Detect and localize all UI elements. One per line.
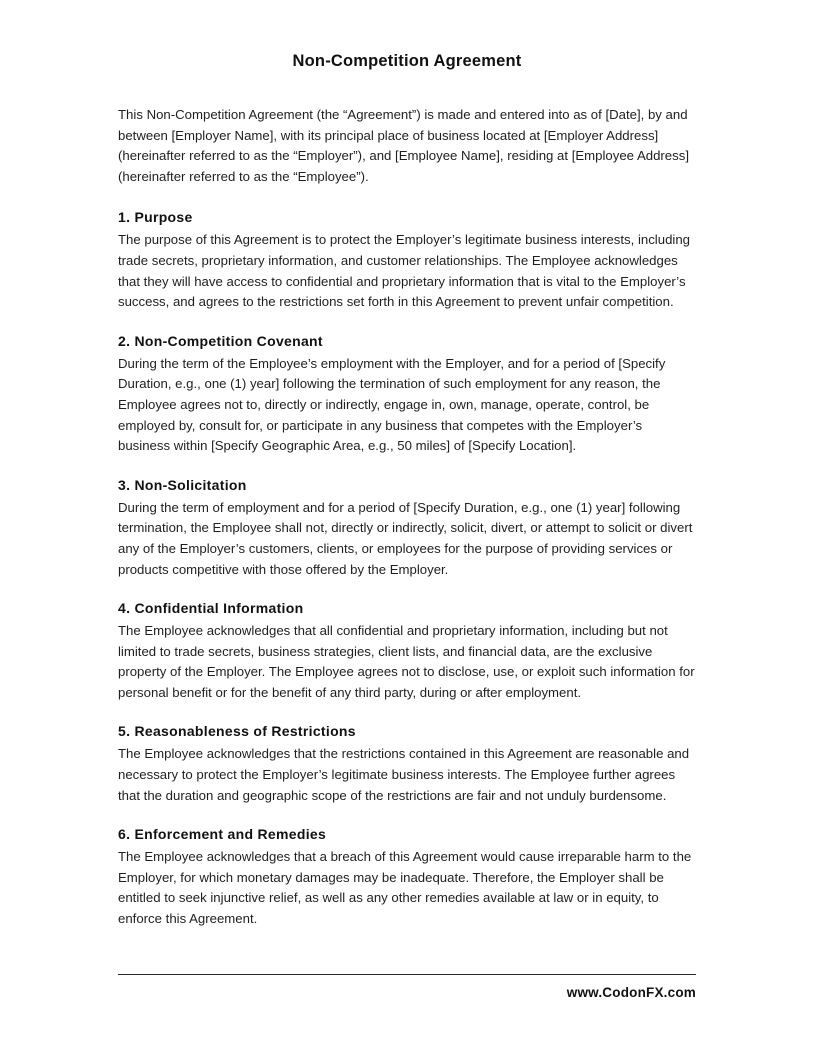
section-heading: 3. Non-Solicitation [118, 476, 247, 493]
section-body: The Employee acknowledges that a breach of this Agreement would cause irreparable harm to the Employer, for which monetary damages may be inadequate. Therefore, the Employer shall be entitled to seek injunctive relief, as well as any other remedies available at law or in equity, to enforce this Agreement. [118, 849, 692, 927]
section-enforcement-and-remedies [118, 826, 696, 929]
section-heading: 6. Enforcement and Remedies [118, 826, 327, 843]
section-heading: 4. Confidential Information [118, 600, 304, 617]
footer-divider [118, 974, 696, 975]
section-body: During the term of the Employee’s employment with the Employer, and for a period of [Specify Duration, e.g., one (1) year] following the termination of such employment for any reason, the Employee agrees not to, directly or indirectly, engage in, own, manage, operate, control, be employed by, consult for, or participate in any business that competes with the Employer’s business within [Specify Geographic Area, e.g., 50 miles] of [Specify Location]. [118, 355, 666, 454]
section-heading: 1. Purpose [118, 209, 193, 226]
section-body: The Employee acknowledges that all confidential and proprietary information, including but not limited to trade secrets, business strategies, client lists, and financial data, are the exclusive property of the Employer. The Employee agrees not to disclose, use, or exploit such information for personal benefit or for the benefit of any third party, during or after employment. [118, 623, 695, 700]
section-body: During the term of employment and for a period of [Specify Duration, e.g., one (1) year] following termination, the Employee shall not, directly or indirectly, solicit, divert, or attempt to solicit or divert any of the Employer’s customers, clients, or employees for the purpose of providing services or products competitive with those offered by the Employer. [118, 499, 693, 577]
section-confidential-information [118, 600, 696, 703]
section-reasonableness-of-restrictions [118, 723, 696, 806]
page-footer [118, 974, 696, 1000]
page-title: Non-Competition Agreement [292, 52, 522, 70]
intro-paragraph: This Non-Competition Agreement (the “Agreement”) is made and entered into as of [Date], by and between [Employer Name], with its principal place of business located at [Employer Address] (hereinafter referred to as the “Employer”), and [Employee Name], residing at [Employee Address] (hereinafter referred to as the “Employee”). [118, 107, 689, 184]
section-non-solicitation [118, 477, 696, 580]
footer-website: www.CodonFX.com [566, 985, 696, 1000]
section-heading: 5. Reasonableness of Restrictions [118, 723, 356, 740]
section-body: The Employee acknowledges that the restrictions contained in this Agreement are reasonable and necessary to protect the Employer’s legitimate business interests. The Employee further agrees that the duration and geographic scope of the restrictions are fair and not unduly burdensome. [118, 746, 690, 803]
section-purpose [118, 209, 696, 312]
section-body: The purpose of this Agreement is to protect the Employer’s legitimate business interests, including trade secrets, proprietary information, and customer relationships. The Employee acknowledges that they will have access to confidential and proprietary information that is vital to the Employer’s success, and agrees to the restrictions set forth in this Agreement to prevent unfair competition. [118, 232, 691, 310]
section-heading: 2. Non-Competition Covenant [118, 332, 323, 349]
section-non-competition-covenant [118, 333, 696, 457]
